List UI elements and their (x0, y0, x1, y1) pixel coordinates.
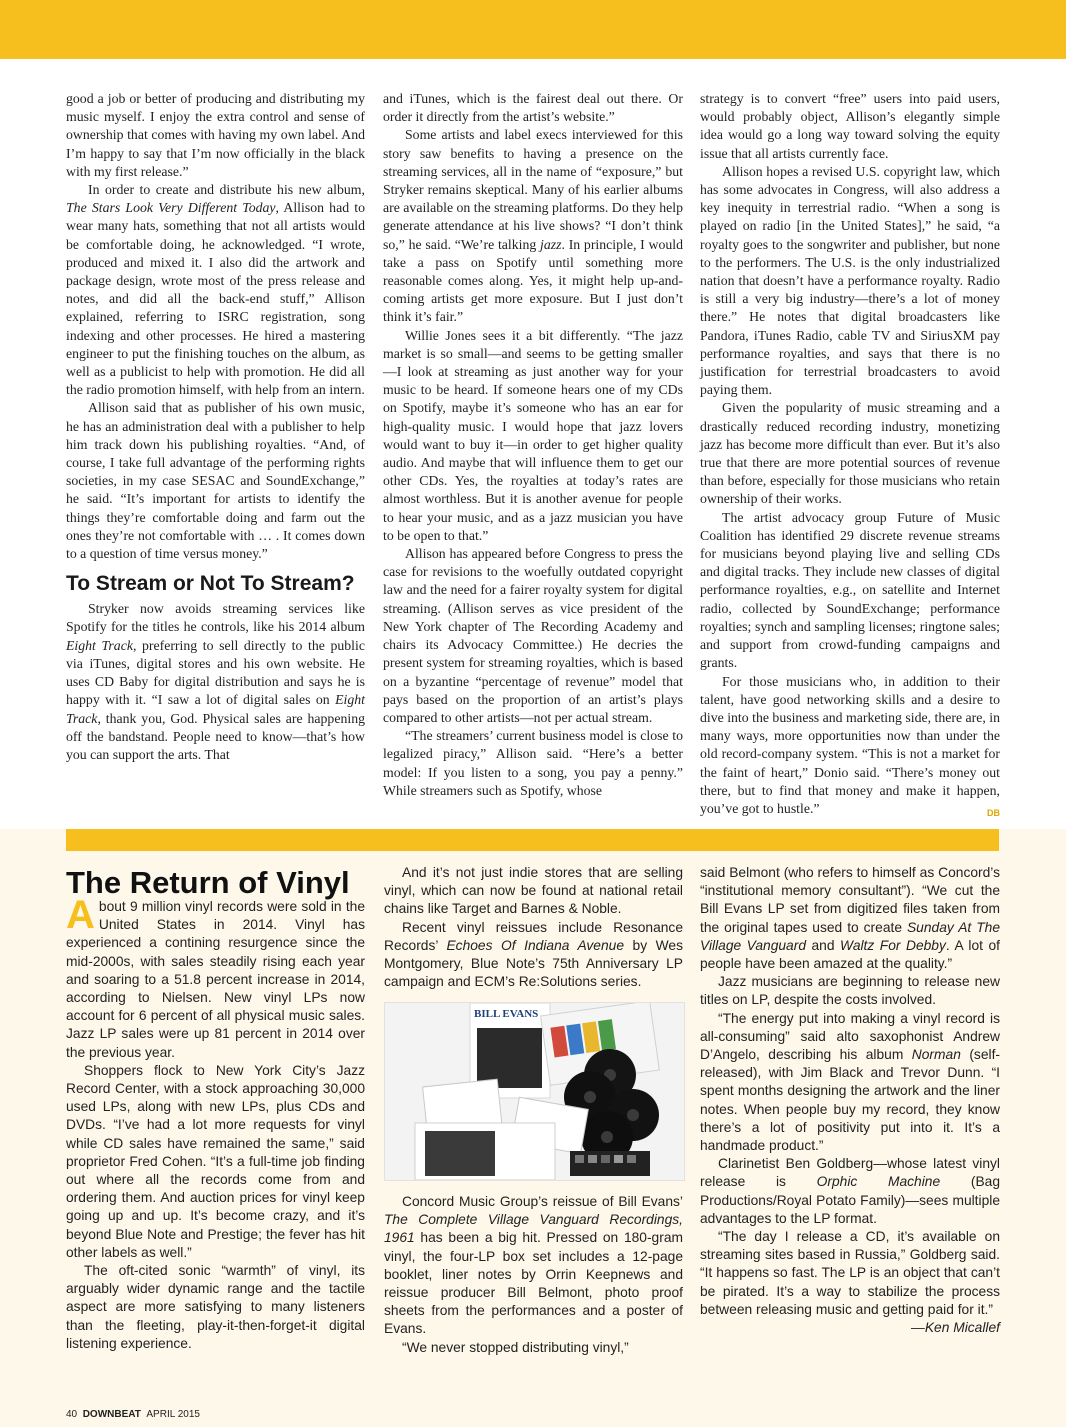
paragraph: Concord Music Group’s reissue of Bill Evans’ The Complete Village Vanguard Recordings, 1961 has been a big hit. Pressed on 180-gram vinyl, the four-LP box set includes a 12-page booklet, liner notes by Orrin Keepnews and reissue producer Bill Belmont, photo proof sheets from the performances and a poster of Evans. (384, 1194, 683, 1337)
bill-evans-box-set-photo (384, 1002, 685, 1181)
paragraph: About 9 million vinyl records were sold in the United States in 2014. Vinyl has experienced a contining resurgence since the mid-2000s, with sales steadily rising each year and soaring to a 51.8 percent increase in 2014, according to Nielsen. New vinyl LPs now account for 6 percent of all physical music sales. Jazz LP sales were up 81 percent in 2014 over the previous year. (66, 893, 365, 1060)
sidebar-title: The Return of Vinyl (66, 865, 350, 900)
paragraph: Jazz musicians are beginning to release new titles on LP, despite the costs involved. (700, 974, 1000, 1008)
magazine-name: DOWNBEAT (82, 1409, 141, 1420)
paragraph: Allison hopes a revised U.S. copyright law, which has some advocates in Congress, will also address a key inequity in terrestrial radio. “When a song is played on radio [in the United States],” he said, “a royalty goes to the songwriter and publisher, but none to the performers. The U.S. is the only industrialized nation that doesn’t have a performance royalty. Radio is still a very big industry—there’s a lot of money there.” He notes that digital broadcasters like Pandora, iTunes Radio, cable TV and SiriusXM pay performance royalties, and says that there is no justification for terrestrial broadcasters to avoid paying them. (700, 163, 1000, 398)
sidebar-top-rule (66, 829, 999, 851)
vinyl-column-2 (384, 864, 683, 991)
box-set-illustration (385, 1003, 684, 1180)
paragraph: The oft-cited sonic “warmth” of vinyl, its arguably wider dynamic range and the tactile aspect are more satisfying to many listeners than the fleeting, play-it-then-forget-it digital listening experience. (66, 1263, 365, 1351)
drop-cap: A (66, 893, 95, 937)
paragraph: “The energy put into making a vinyl record is all-consuming” said alto saxophonist Andrew D’Angelo, describing his album Norman (self-released), with Jim Black and Trevor Dunn. “I spent months designing the artwork and the liner notes. When people buy my record, they know there’s a lot of positivity put into it. It’s a handmade product.” (700, 1010, 1000, 1154)
paragraph: and iTunes, which is the fairest deal out there. Or order it directly from the artist’s website.” (383, 91, 683, 125)
paragraph: In order to create and distribute his new album, The Stars Look Very Different Today, Allison had to wear many hats, something that not all artists would be comfortable doing, he acknowledged. “I wrote, produced and mixed it. I also did the artwork and package design, wrote most of the press release and notes, and did all the back-end stuff,” Allison explained, referring to ISRC registration, song indexing and other processes. He hired a mastering engineer to put the finishing touches on the album, as well as a publicist to help with promotion. He did all the radio promotion himself, with help from an intern. (66, 182, 365, 398)
article-column-3 (700, 90, 1000, 822)
paragraph: Allison said that as publisher of his own music, he has an administration deal with a publisher to help him track down his publishing royalties. “And, of course, I take full advantage of the performing rights societies, in my case SESAC and SoundExchange,” he said. “It’s important for artists to identify the things they’re comfortable doing and farm out the ones they’re not comfortable with … . It comes down to a question of time versus money.” (66, 400, 365, 562)
paragraph: Clarinetist Ben Goldberg—whose latest vinyl release is Orphic Machine (Bag Productions/Royal Potato Family)—sees multiple advantages to the LP format. (700, 1156, 1000, 1226)
paragraph: Recent vinyl reissues include Resonance Records’ Echoes Of Indiana Avenue by Wes Montgomery, Blue Note’s 75th Anniversary LP campaign and ECM’s Re:Solutions series. (384, 919, 683, 990)
issue-date: APRIL 2015 (146, 1409, 200, 1420)
end-of-article-mark: DB (987, 807, 1000, 818)
section-heading: To Stream or Not To Stream? (66, 572, 355, 596)
box-set-cover-label: BILL EVANS (474, 1008, 539, 1020)
page-footer (66, 1409, 200, 1420)
paragraph: And it’s not just indie stores that are selling vinyl, which can now be found at national retail chains like Target and Barnes & Noble. (384, 865, 683, 917)
paragraph: strategy is to convert “free” users into paid users, would probably object, Allison’s elegantly simple idea would go a long way toward solving the equity issue that all artists currently face. (700, 91, 1000, 161)
paragraph: Stryker now avoids streaming services like Spotify for the titles he controls, like his 2014 album Eight Track, preferring to sell directly to the public via iTunes, digital stores and his own website. He uses CD Baby for digital distribution and says he is happy with it. “I saw a lot of digital sales on Eight Track, thank you, God. Physical sales are happening off the bandstand. People need to know—that’s how you can support the arts. That (66, 601, 365, 762)
vinyl-column-1 (66, 866, 365, 1353)
vinyl-column-2-continued (384, 1193, 683, 1357)
paragraph: Allison has appeared before Congress to press the case for revisions to the woefully outdated copyright law and the need for a fairer royalty system for digital streaming. (Allison serves as vice president of the New York chapter of The Recording Academy and chairs its Advocacy Committee.) He decries the present system for streaming royalties, which is based on a byzantine “percentage of revenue” model that pays based on the proportion of an artist’s plays compared to other artists—not per actual stream. (383, 546, 683, 725)
paragraph: Willie Jones sees it a bit differently. “The jazz market is so small—and seems to be getting smaller—I look at streaming as just another way for your music to be heard. If someone hears one of my CDs on Spotify, maybe it’s someone who has an ear for high-quality music. I would hope that jazz lovers would want to buy it—in order to get higher quality audio. And maybe that will influence them to get our other CDs. Yes, the royalties at today’s rates are almost worthless. But it is another avenue for people to hear your music, and as a jazz musician you have to be open to that.” (383, 327, 683, 543)
vinyl-column-3 (700, 864, 1000, 1337)
album-title: The Stars Look Very Different Today (66, 200, 276, 216)
paragraph: “The streamers’ current business model is close to legalized piracy,” Allison said. “Here’s a better model: If you listen to a song, you pay a penny.” While streamers such as Spotify, whose (383, 728, 683, 798)
top-color-band (0, 0, 1066, 59)
paragraph: Some artists and label execs interviewed for this story saw benefits to having a presence on the streaming services, all in the name of “exposure,” but Stryker remains skeptical. Many of his earlier albums are available on the streaming platforms. Do they help generate attendance at his live shows? “I don’t think so,” he said. “We’re talking jazz. In principle, I would take a pass on Spotify until something more reasonable comes along. Yes, it might help up-and-coming artists get more exposure. But I just don’t think it’s fair.” (383, 127, 683, 325)
paragraph: said Belmont (who refers to himself as Concord’s “institutional memory consultant”). “We cut the Bill Evans LP set from digitized files taken from the original tapes used to create Sunday At The Village Vanguard and Waltz For Debby. A lot of people have been amazed at the quality.” (700, 865, 1001, 972)
paragraph: Shoppers flock to New York City’s Jazz Record Center, with a stock approaching 30,000 used LPs, along with new LPs, plus CDs and DVDs. “I’ve had a lot more requests for vinyl while CD sales have remained the same,” said proprietor Fred Cohen. “It’s a full-time job finding out where all the records come from and ordering them. And auction prices for vinyl keep going up and up. It’s become crazy, and it’s beyond Blue Note and Prestige; the fever has hit other labels as well.” (66, 1062, 365, 1260)
article-column-2 (383, 90, 683, 800)
paragraph: The artist advocacy group Future of Music Coalition has identified 29 discrete revenue streams for musicians beyond playing live and selling CDs and digital tracks. They include new classes of digital performance royalties, e.g., on satellite and Internet radio, collected by SoundExchange; performance royalties; synch and sampling licenses; ringtone sales; and support from crowd-funding campaigns and grants. (700, 509, 1000, 671)
paragraph: good a job or better of producing and distributing my music myself. I enjoy the extra control and sense of ownership that comes with having my own label. And I’m happy to say that I’m now officially in the black with my first release.” (66, 91, 365, 179)
paragraph: Given the popularity of music streaming and a drastically reduced recording industry, monetizing jazz has become more difficult than ever. But it’s also true that there are more potential sources of revenue than before, especially for those musicians who retain ownership of their works. (700, 400, 1000, 507)
paragraph: “We never stopped distributing vinyl,” (402, 1339, 629, 1355)
article-column-1 (66, 90, 365, 764)
byline: —Ken Micallef (911, 1320, 1000, 1336)
paragraph: For those musicians who, in addition to their talent, have good networking skills and a desire to dive into the business and marketing side, there are, in many ways, more opportunities now than under the old record-company system. “This is not a market for the faint of heart,” Donio said. “There’s money out there, but to find that money and make it happen, you’ve got to hustle.” DB (700, 673, 1000, 819)
paragraph: “The day I release a CD, it’s available on streaming sites based in Russia,” Goldberg said. “It happens so fast. The LP is an object that can’t be pirated. It’s a way to stabilize the process between releasing music and getting paid for it.” (700, 1229, 1000, 1317)
page-number: 40 (66, 1409, 78, 1420)
